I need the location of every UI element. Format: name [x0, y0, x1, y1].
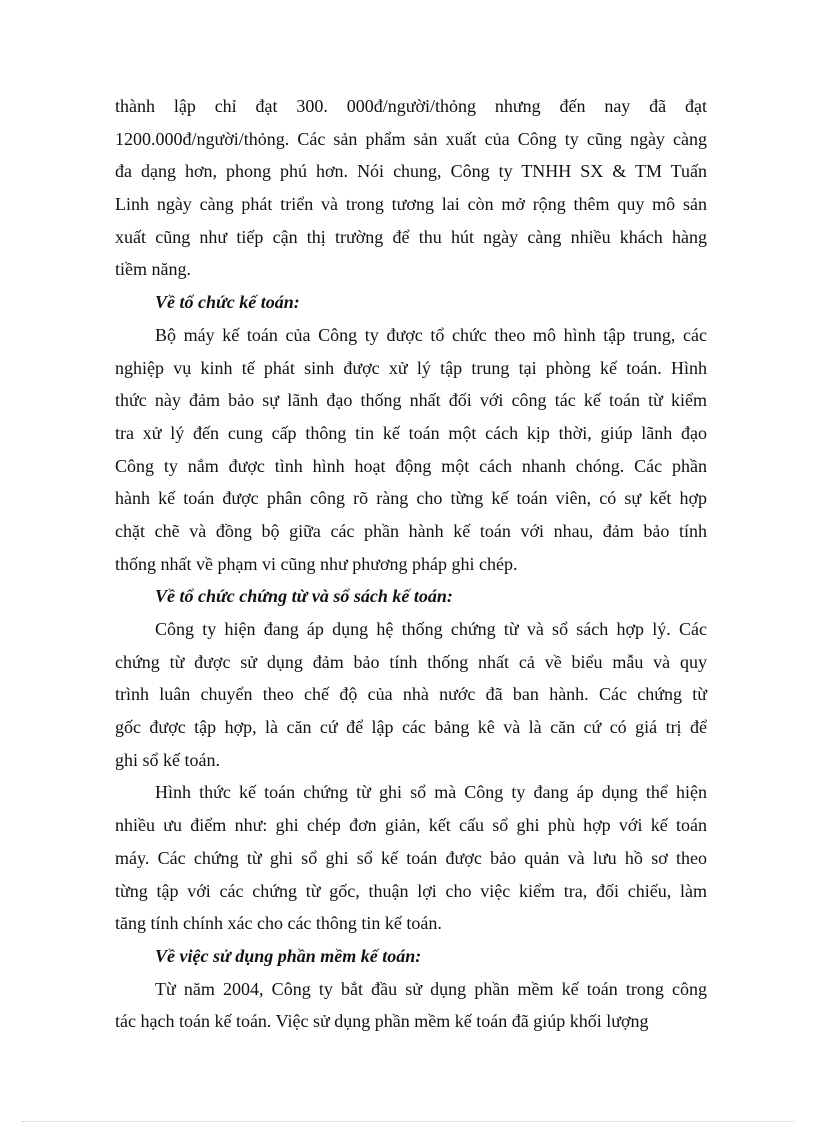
paragraph-line: đa dạng hơn, phong phú hơn. Nói chung, Công ty TNHH SX & TM Tuấn — [115, 161, 707, 182]
paragraph-line: chứng từ được sử dụng đảm bảo tính thống nhất cả về biểu mẫu và quy — [115, 651, 707, 672]
document-body — [115, 90, 707, 1038]
paragraph-line: ghi sổ kế toán. — [115, 749, 220, 770]
paragraph-line: máy. Các chứng từ ghi sổ ghi sổ kế toán được bảo quản và lưu hồ sơ theo — [115, 847, 707, 868]
paragraph-line: Hình thức kế toán chứng từ ghi sổ mà Công ty đang áp dụng thể hiện — [155, 782, 707, 803]
paragraph-line: Từ năm 2004, Công ty bắt đầu sử dụng phần mềm kế toán trong công — [155, 978, 707, 999]
paragraph-line: từng tập với các chứng từ gốc, thuận lợi cho việc kiểm tra, đối chiếu, làm — [115, 880, 707, 901]
paragraph-line: gốc được tập hợp, là căn cứ để lập các bảng kê và là căn cứ có giá trị để — [115, 717, 707, 738]
paragraph — [115, 90, 707, 286]
paragraph-line: Bộ máy kế toán của Công ty được tổ chức theo mô hình tập trung, các — [155, 324, 707, 345]
paragraph-line: Công ty nắm được tình hình hoạt động một cách nhanh chóng. Các phần — [115, 455, 707, 476]
paragraph-line: Linh ngày càng phát triển và trong tương lai còn mở rộng thêm quy mô sản — [115, 194, 707, 215]
paragraph-line: thức này đảm bảo sự lãnh đạo thống nhất đối với công tác kế toán từ kiểm — [115, 390, 707, 411]
paragraph-line: hành kế toán được phân công rõ ràng cho từng kế toán viên, có sự kết hợp — [115, 488, 707, 509]
paragraph-line: tiềm năng. — [115, 259, 191, 280]
paragraph — [115, 613, 707, 776]
section-heading: Về tổ chức kế toán: — [155, 292, 300, 313]
paragraph-line: 1200.000đ/người/thỏng. Các sản phẩm sản xuất của Công ty cũng ngày càng — [115, 128, 707, 149]
paragraph — [115, 776, 707, 939]
page-bottom-divider — [22, 1121, 794, 1122]
paragraph-line: tra xử lý đến cung cấp thông tin kế toán một cách kịp thời, giúp lãnh đạo — [115, 422, 707, 443]
paragraph-line: thống nhất về phạm vi cũng như phương pháp ghi chép. — [115, 553, 518, 574]
paragraph-line: xuất cũng như tiếp cận thị trường để thu hút ngày càng nhiều khách hàng — [115, 226, 707, 247]
section-heading: Về việc sử dụng phần mềm kế toán: — [155, 945, 422, 966]
paragraph — [115, 319, 707, 581]
paragraph-line: nghiệp vụ kinh tế phát sinh được xử lý tập trung tại phòng kế toán. Hình — [115, 357, 707, 378]
paragraph-line: Công ty hiện đang áp dụng hệ thống chứng từ và sổ sách hợp lý. Các — [155, 619, 707, 639]
paragraph-line: thành lập chỉ đạt 300. 000đ/người/thỏng nhưng đến nay đã đạt — [115, 96, 707, 116]
section-heading: Về tổ chức chứng từ và sổ sách kế toán: — [155, 586, 453, 607]
paragraph-line: trình luân chuyển theo chế độ của nhà nước đã ban hành. Các chứng từ — [115, 684, 707, 705]
paragraph-line: nhiều ưu điểm như: ghi chép đơn giản, kết cấu sổ ghi phù hợp với kế toán — [115, 815, 707, 836]
paragraph-line: tăng tính chính xác cho các thông tin kế toán. — [115, 913, 442, 934]
paragraph — [115, 973, 707, 1038]
paragraph-line: chặt chẽ và đồng bộ giữa các phần hành kế toán với nhau, đảm bảo tính — [115, 520, 707, 541]
paragraph-line: tác hạch toán kế toán. Việc sử dụng phần mềm kế toán đã giúp khối lượng — [115, 1011, 649, 1032]
